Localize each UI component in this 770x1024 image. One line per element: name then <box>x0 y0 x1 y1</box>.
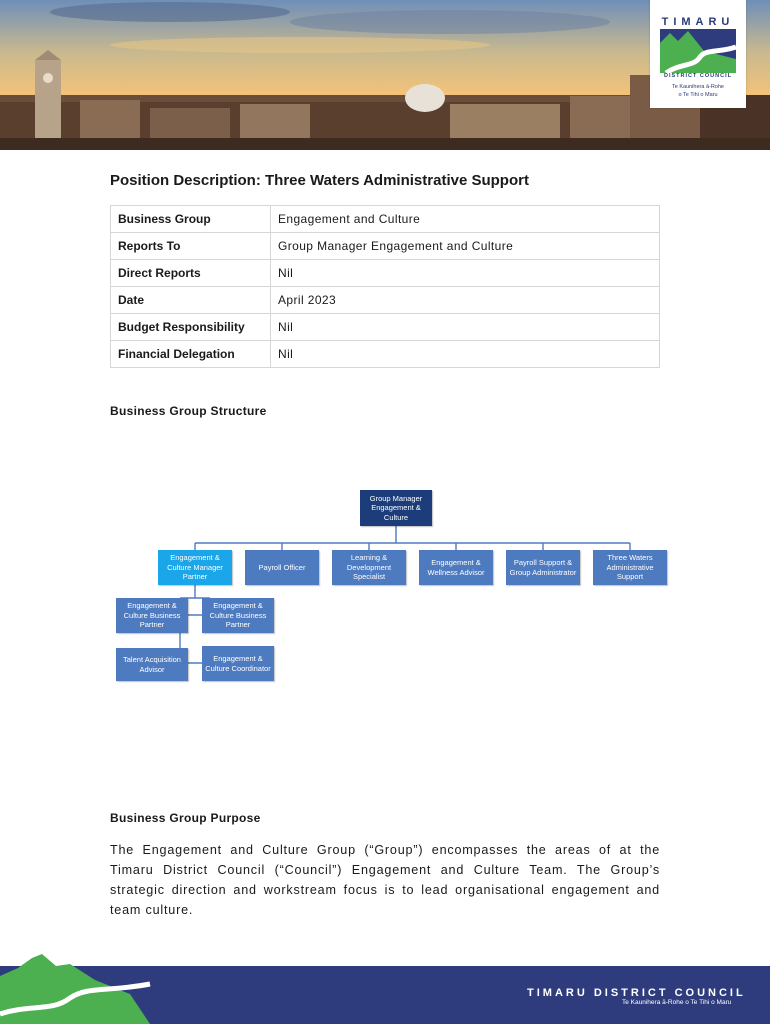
org-box-coordinator: Engagement & Culture Coordinator <box>202 646 274 681</box>
row-value: Nil <box>271 341 660 368</box>
org-box-three-waters-support: Three Waters Administrative Support <box>593 550 667 585</box>
footer-council-name: TIMARU DISTRICT COUNCIL <box>527 987 746 999</box>
footer-te-reo: Te Kaunihera ā-Rohe o Te Tihi o Maru <box>622 999 732 1006</box>
org-box-business-partner: Engagement & Culture Business Partner <box>202 598 274 633</box>
logo-subtitle: DISTRICT COUNCIL <box>664 73 732 79</box>
org-box-learning-development: Learning & Development Specialist <box>332 550 406 585</box>
org-box-talent-acquisition: Talent Acquisition Advisor <box>116 648 188 681</box>
row-label: Budget Responsibility <box>111 314 271 341</box>
row-label: Reports To <box>111 233 271 260</box>
row-value: Nil <box>271 314 660 341</box>
row-label: Date <box>111 287 271 314</box>
org-box-wellness-advisor: Engagement & Wellness Advisor <box>419 550 493 585</box>
row-label: Business Group <box>111 206 271 233</box>
purpose-paragraph: The Engagement and Culture Group (“Group”) encompasses the areas of at the Timaru District Council (“Council”) Engagement and Culture Team. The Group’s strategic direction and workstream focus is to lead organisational engagement and team culture. <box>110 843 660 917</box>
structure-heading: Business Group Structure <box>110 404 267 418</box>
row-value: Nil <box>271 260 660 287</box>
org-box-payroll-officer: Payroll Officer <box>245 550 319 585</box>
org-box-manager-partner: Engagement & Culture Manager Partner <box>158 550 232 585</box>
logo-te-reo-line1: Te Kaunihera ā-Rohe <box>672 84 724 90</box>
org-box-group-manager: Group Manager Engagement & Culture <box>360 490 432 526</box>
logo-wordmark: TIMARU <box>661 16 735 28</box>
row-value: April 2023 <box>271 287 660 314</box>
purpose-heading: Business Group Purpose <box>110 811 261 825</box>
row-label: Direct Reports <box>111 260 271 287</box>
org-box-business-partner: Engagement & Culture Business Partner <box>116 598 188 633</box>
org-box-payroll-support: Payroll Support & Group Administrator <box>506 550 580 585</box>
row-value: Engagement and Culture <box>271 206 660 233</box>
logo-te-reo-line2: o Te Tihi o Maru <box>678 92 718 98</box>
page-title: Position Description: Three Waters Administrative Support <box>110 172 529 189</box>
row-value: Group Manager Engagement and Culture <box>271 233 660 260</box>
row-label: Financial Delegation <box>111 341 271 368</box>
